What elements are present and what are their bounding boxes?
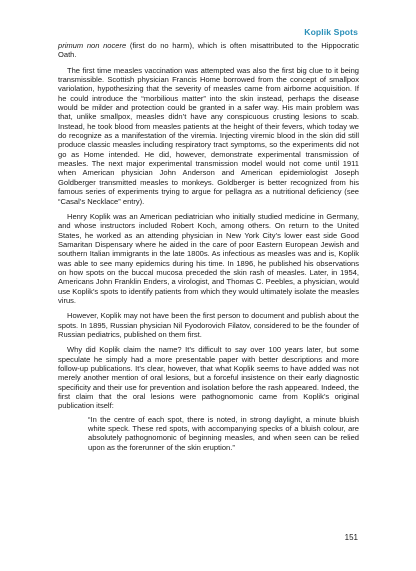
paragraph-2: The first time measles vaccination was attempted was also the first big clue to it being transmissible. Scottish physician Francis Home borrowed from the concept of smallpox variolation, hypothesizing that the severity of measles came from airborne acquisition. If he could introduce the “morbilious matter” into the skin instead, perhaps the disease would be milder and protection could be granted in a safer way. His main problem was that, unlike smallpox, measles didn’t have any conspicuous crusting lesions to scab. Instead, he took blood from measles patients at the height of their fevers, which today we do recognize as a manifestation of the viremia. Injecting viremic blood in the skin did still produce classic measles including respiratory tract symptoms, so the experiments did not go as Home intended. He did, however, demonstrate experimental transmission of measles. The next major experimental transmission model would not come until 1911 when American physician John Anderson and American epidemiologist Joseph Goldberger transmitted measles to monkeys. Goldberger is better recognized from his famous series of experiments trying to argue for pellagra as a nutritional deficiency (see “Casal’s Necklace” entry). xyxy=(58,65,359,206)
page-number: 151 xyxy=(344,533,358,542)
running-header-title: Koplik Spots xyxy=(304,27,358,37)
paragraph-3: Henry Koplik was an American pediatrician who initially studied medicine in Germany, and whose instructors included Robert Koch, among others. On return to the United States, he worked as an attending physician in New York City’s lower east side Good Samaritan Dispensary where he aided in the care of poor Eastern European Jewish and southern Italian immigrants in the late 1800s. As infectious as measles was and is, Koplik was able to see many epidemics during his time. In 1896, he published his observations on how spots on the buccal mucosa preceded the skin rash of measles. Later, in 1954, Americans John Franklin Enders, a virologist, and Thomas C. Peebles, a physician, would use Koplik’s spots to identify patients from which they would ultimately isolate the measles virus. xyxy=(58,211,359,305)
page-body xyxy=(58,41,359,452)
paragraph-5: Why did Koplik claim the name? It’s difficult to say over 100 years later, but some speculate he simply had a more presentable paper with better descriptions and more follow-up publications. It’s clear, however, that what Koplik seems to have added was not merely another mention of oral lesions, but a forceful insistence on their early diagnostic specificity and their use for prevention and isolation before the rash appeared. Indeed, the first claim that the oral lesions were pathognomonic came from Koplik’s original publication itself: xyxy=(58,345,359,411)
paragraph-4: However, Koplik may not have been the first person to document and publish about the spots. In 1895, Russian physician Nil Fyodorovich Filatov, considered to be the founder of Russian pediatrics, published on them first. xyxy=(58,311,359,339)
latin-phrase: primum non nocere xyxy=(58,41,127,50)
paragraph-1-text: (first do no harm), which is often misattributed to the Hippocratic Oath. xyxy=(58,41,359,60)
paragraph-1 xyxy=(58,41,359,60)
koplik-quote: “In the centre of each spot, there is noted, in strong daylight, a minute bluish white speck. These red spots, with accompanying specks of a bluish colour, are absolutely pathognomonic of beginning measles, and when seen can be relied upon as the forerunner of the skin eruption.” xyxy=(88,414,359,452)
